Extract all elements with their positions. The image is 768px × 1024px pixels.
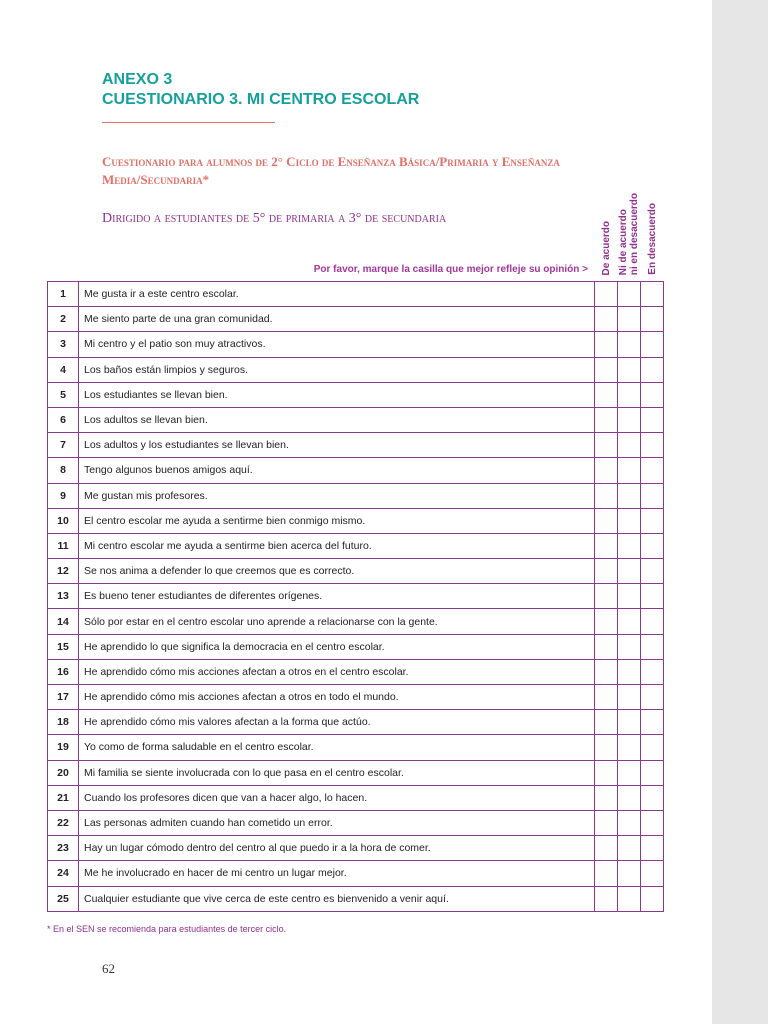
answer-box-agree[interactable] xyxy=(595,332,618,357)
question-text: Hay un lugar cómodo dentro del centro al que puedo ir a la hora de comer. xyxy=(79,836,595,861)
answer-box-neutral[interactable] xyxy=(618,861,641,886)
question-text: He aprendido cómo mis acciones afectan a otros en todo el mundo. xyxy=(79,685,595,710)
question-number: 13 xyxy=(48,584,79,609)
answer-box-neutral[interactable] xyxy=(618,584,641,609)
answer-box-agree[interactable] xyxy=(595,609,618,634)
answer-box-disagree[interactable] xyxy=(641,483,664,508)
question-row xyxy=(48,634,664,659)
answer-box-neutral[interactable] xyxy=(618,307,641,332)
question-text: Mi centro y el patio son muy atractivos. xyxy=(79,332,595,357)
question-text: Los adultos y los estudiantes se llevan bien. xyxy=(79,433,595,458)
question-text: Es bueno tener estudiantes de diferentes orígenes. xyxy=(79,584,595,609)
answer-box-neutral[interactable] xyxy=(618,382,641,407)
page-title xyxy=(102,70,419,110)
annex-label: ANEXO 3 xyxy=(102,71,173,88)
question-row xyxy=(48,307,664,332)
answer-box-disagree[interactable] xyxy=(641,282,664,307)
answer-box-agree[interactable] xyxy=(595,407,618,432)
question-text: Los adultos se llevan bien. xyxy=(79,407,595,432)
answer-box-agree[interactable] xyxy=(595,861,618,886)
answer-box-neutral[interactable] xyxy=(618,282,641,307)
question-text: Me siento parte de una gran comunidad. xyxy=(79,307,595,332)
answer-box-neutral[interactable] xyxy=(618,508,641,533)
question-number: 2 xyxy=(48,307,79,332)
answer-box-disagree[interactable] xyxy=(641,659,664,684)
question-row xyxy=(48,533,664,558)
answer-box-disagree[interactable] xyxy=(641,307,664,332)
question-row xyxy=(48,357,664,382)
answer-box-disagree[interactable] xyxy=(641,407,664,432)
answer-box-agree[interactable] xyxy=(595,659,618,684)
answer-box-disagree[interactable] xyxy=(641,433,664,458)
answer-box-disagree[interactable] xyxy=(641,810,664,835)
answer-box-disagree[interactable] xyxy=(641,836,664,861)
question-row xyxy=(48,710,664,735)
answer-box-disagree[interactable] xyxy=(641,559,664,584)
question-text: Cualquier estudiante que vive cerca de este centro es bienvenido a venir aquí. xyxy=(79,886,595,911)
question-row xyxy=(48,559,664,584)
answer-box-disagree[interactable] xyxy=(641,886,664,911)
column-header-label: En desacuerdo xyxy=(646,203,658,275)
title-divider xyxy=(102,122,275,123)
answer-box-neutral[interactable] xyxy=(618,785,641,810)
question-number: 4 xyxy=(48,357,79,382)
answer-box-neutral[interactable] xyxy=(618,483,641,508)
answer-box-agree[interactable] xyxy=(595,886,618,911)
question-number: 12 xyxy=(48,559,79,584)
question-number: 3 xyxy=(48,332,79,357)
question-text: Tengo algunos buenos amigos aquí. xyxy=(79,458,595,483)
answer-box-neutral[interactable] xyxy=(618,886,641,911)
question-row xyxy=(48,735,664,760)
question-text: Me he involucrado en hacer de mi centro un lugar mejor. xyxy=(79,861,595,886)
answer-box-neutral[interactable] xyxy=(618,332,641,357)
target-audience: Dirigido a estudiantes de 5° de primaria a 3° de secundaria xyxy=(102,211,447,226)
question-number: 11 xyxy=(48,533,79,558)
question-text: Las personas admiten cuando han cometido un error. xyxy=(79,810,595,835)
question-number: 9 xyxy=(48,483,79,508)
answer-box-disagree[interactable] xyxy=(641,609,664,634)
questionnaire-table xyxy=(47,281,664,912)
question-row xyxy=(48,332,664,357)
answer-box-neutral[interactable] xyxy=(618,634,641,659)
question-number: 22 xyxy=(48,810,79,835)
question-row xyxy=(48,458,664,483)
question-text: Me gustan mis profesores. xyxy=(79,483,595,508)
questionnaire-subtitle: Cuestionario para alumnos de 2° Ciclo de Enseñanza Básica/Primaria y Enseñanza Media/Secundaria* xyxy=(102,154,560,187)
question-row xyxy=(48,433,664,458)
question-number: 17 xyxy=(48,685,79,710)
question-row xyxy=(48,685,664,710)
answer-box-neutral[interactable] xyxy=(618,433,641,458)
question-text: Se nos anima a defender lo que creemos que es correcto. xyxy=(79,559,595,584)
question-number: 7 xyxy=(48,433,79,458)
answer-box-neutral[interactable] xyxy=(618,685,641,710)
answer-box-disagree[interactable] xyxy=(641,634,664,659)
question-row xyxy=(48,407,664,432)
answer-box-neutral[interactable] xyxy=(618,810,641,835)
instruction-text: Por favor, marque la casilla que mejor refleje su opinión > xyxy=(313,264,588,275)
question-number: 21 xyxy=(48,785,79,810)
question-number: 19 xyxy=(48,735,79,760)
answer-box-agree[interactable] xyxy=(595,810,618,835)
answer-box-disagree[interactable] xyxy=(641,785,664,810)
answer-box-agree[interactable] xyxy=(595,785,618,810)
answer-box-disagree[interactable] xyxy=(641,584,664,609)
question-text: He aprendido lo que significa la democracia en el centro escolar. xyxy=(79,634,595,659)
answer-box-disagree[interactable] xyxy=(641,382,664,407)
question-text: He aprendido cómo mis valores afectan a la forma que actúo. xyxy=(79,710,595,735)
answer-box-neutral[interactable] xyxy=(618,659,641,684)
question-text: Mi familia se siente involucrada con lo que pasa en el centro escolar. xyxy=(79,760,595,785)
answer-box-agree[interactable] xyxy=(595,735,618,760)
question-text: El centro escolar me ayuda a sentirme bien conmigo mismo. xyxy=(79,508,595,533)
question-number: 25 xyxy=(48,886,79,911)
answer-box-agree[interactable] xyxy=(595,584,618,609)
answer-box-agree[interactable] xyxy=(595,382,618,407)
page-number: 62 xyxy=(102,961,115,976)
answer-box-disagree[interactable] xyxy=(641,735,664,760)
answer-box-agree[interactable] xyxy=(595,282,618,307)
question-row xyxy=(48,508,664,533)
question-row xyxy=(48,483,664,508)
question-row xyxy=(48,609,664,634)
question-row xyxy=(48,785,664,810)
question-row xyxy=(48,810,664,835)
column-header-label: De acuerdo xyxy=(600,220,612,275)
answer-box-neutral[interactable] xyxy=(618,533,641,558)
answer-box-disagree[interactable] xyxy=(641,760,664,785)
question-number: 23 xyxy=(48,836,79,861)
question-number: 20 xyxy=(48,760,79,785)
question-text: Los estudiantes se llevan bien. xyxy=(79,382,595,407)
answer-box-disagree[interactable] xyxy=(641,332,664,357)
answer-box-disagree[interactable] xyxy=(641,861,664,886)
answer-box-agree[interactable] xyxy=(595,307,618,332)
answer-box-neutral[interactable] xyxy=(618,710,641,735)
answer-box-agree[interactable] xyxy=(595,710,618,735)
answer-box-neutral[interactable] xyxy=(618,609,641,634)
question-text: Sólo por estar en el centro escolar uno aprende a relacionarse con la gente. xyxy=(79,609,595,634)
question-text: Me gusta ir a este centro escolar. xyxy=(79,282,595,307)
question-row xyxy=(48,584,664,609)
column-header-disagree xyxy=(640,203,664,275)
page-margin-strip xyxy=(712,0,768,1024)
question-row xyxy=(48,861,664,886)
question-row xyxy=(48,382,664,407)
answer-box-agree[interactable] xyxy=(595,483,618,508)
question-number: 24 xyxy=(48,861,79,886)
answer-box-neutral[interactable] xyxy=(618,836,641,861)
answer-box-agree[interactable] xyxy=(595,508,618,533)
footnote: * En el SEN se recomienda para estudiantes de tercer ciclo. xyxy=(47,924,287,934)
answer-box-disagree[interactable] xyxy=(641,710,664,735)
answer-box-agree[interactable] xyxy=(595,760,618,785)
answer-box-agree[interactable] xyxy=(595,433,618,458)
answer-box-disagree[interactable] xyxy=(641,458,664,483)
answer-box-disagree[interactable] xyxy=(641,357,664,382)
question-number: 5 xyxy=(48,382,79,407)
answer-box-agree[interactable] xyxy=(595,357,618,382)
answer-box-neutral[interactable] xyxy=(618,458,641,483)
question-text: Yo como de forma saludable en el centro escolar. xyxy=(79,735,595,760)
question-text: He aprendido cómo mis acciones afectan a otros en el centro escolar. xyxy=(79,659,595,684)
questionnaire-title: CUESTIONARIO 3. MI CENTRO ESCOLAR xyxy=(102,91,420,108)
question-row xyxy=(48,760,664,785)
answer-box-neutral[interactable] xyxy=(618,357,641,382)
question-number: 6 xyxy=(48,407,79,432)
question-number: 14 xyxy=(48,609,79,634)
question-number: 8 xyxy=(48,458,79,483)
answer-box-agree[interactable] xyxy=(595,634,618,659)
question-number: 10 xyxy=(48,508,79,533)
answer-box-disagree[interactable] xyxy=(641,508,664,533)
column-header-agree xyxy=(594,221,618,275)
answer-box-disagree[interactable] xyxy=(641,685,664,710)
question-text: Mi centro escolar me ayuda a sentirme bien acerca del futuro. xyxy=(79,533,595,558)
answer-box-neutral[interactable] xyxy=(618,735,641,760)
question-number: 15 xyxy=(48,634,79,659)
answer-box-neutral[interactable] xyxy=(618,407,641,432)
answer-box-agree[interactable] xyxy=(595,458,618,483)
answer-box-neutral[interactable] xyxy=(618,559,641,584)
answer-box-neutral[interactable] xyxy=(618,760,641,785)
answer-box-disagree[interactable] xyxy=(641,533,664,558)
question-row xyxy=(48,282,664,307)
answer-box-agree[interactable] xyxy=(595,533,618,558)
column-header-neutral xyxy=(617,193,641,275)
answer-box-agree[interactable] xyxy=(595,685,618,710)
column-header-label: Ni de acuerdo ni en desacuerdo xyxy=(618,192,640,275)
answer-box-agree[interactable] xyxy=(595,559,618,584)
question-row xyxy=(48,886,664,911)
question-number: 16 xyxy=(48,659,79,684)
question-row xyxy=(48,659,664,684)
question-number: 1 xyxy=(48,282,79,307)
question-row xyxy=(48,836,664,861)
question-text: Cuando los profesores dicen que van a hacer algo, lo hacen. xyxy=(79,785,595,810)
question-text: Los baños están limpios y seguros. xyxy=(79,357,595,382)
answer-box-agree[interactable] xyxy=(595,836,618,861)
question-number: 18 xyxy=(48,710,79,735)
